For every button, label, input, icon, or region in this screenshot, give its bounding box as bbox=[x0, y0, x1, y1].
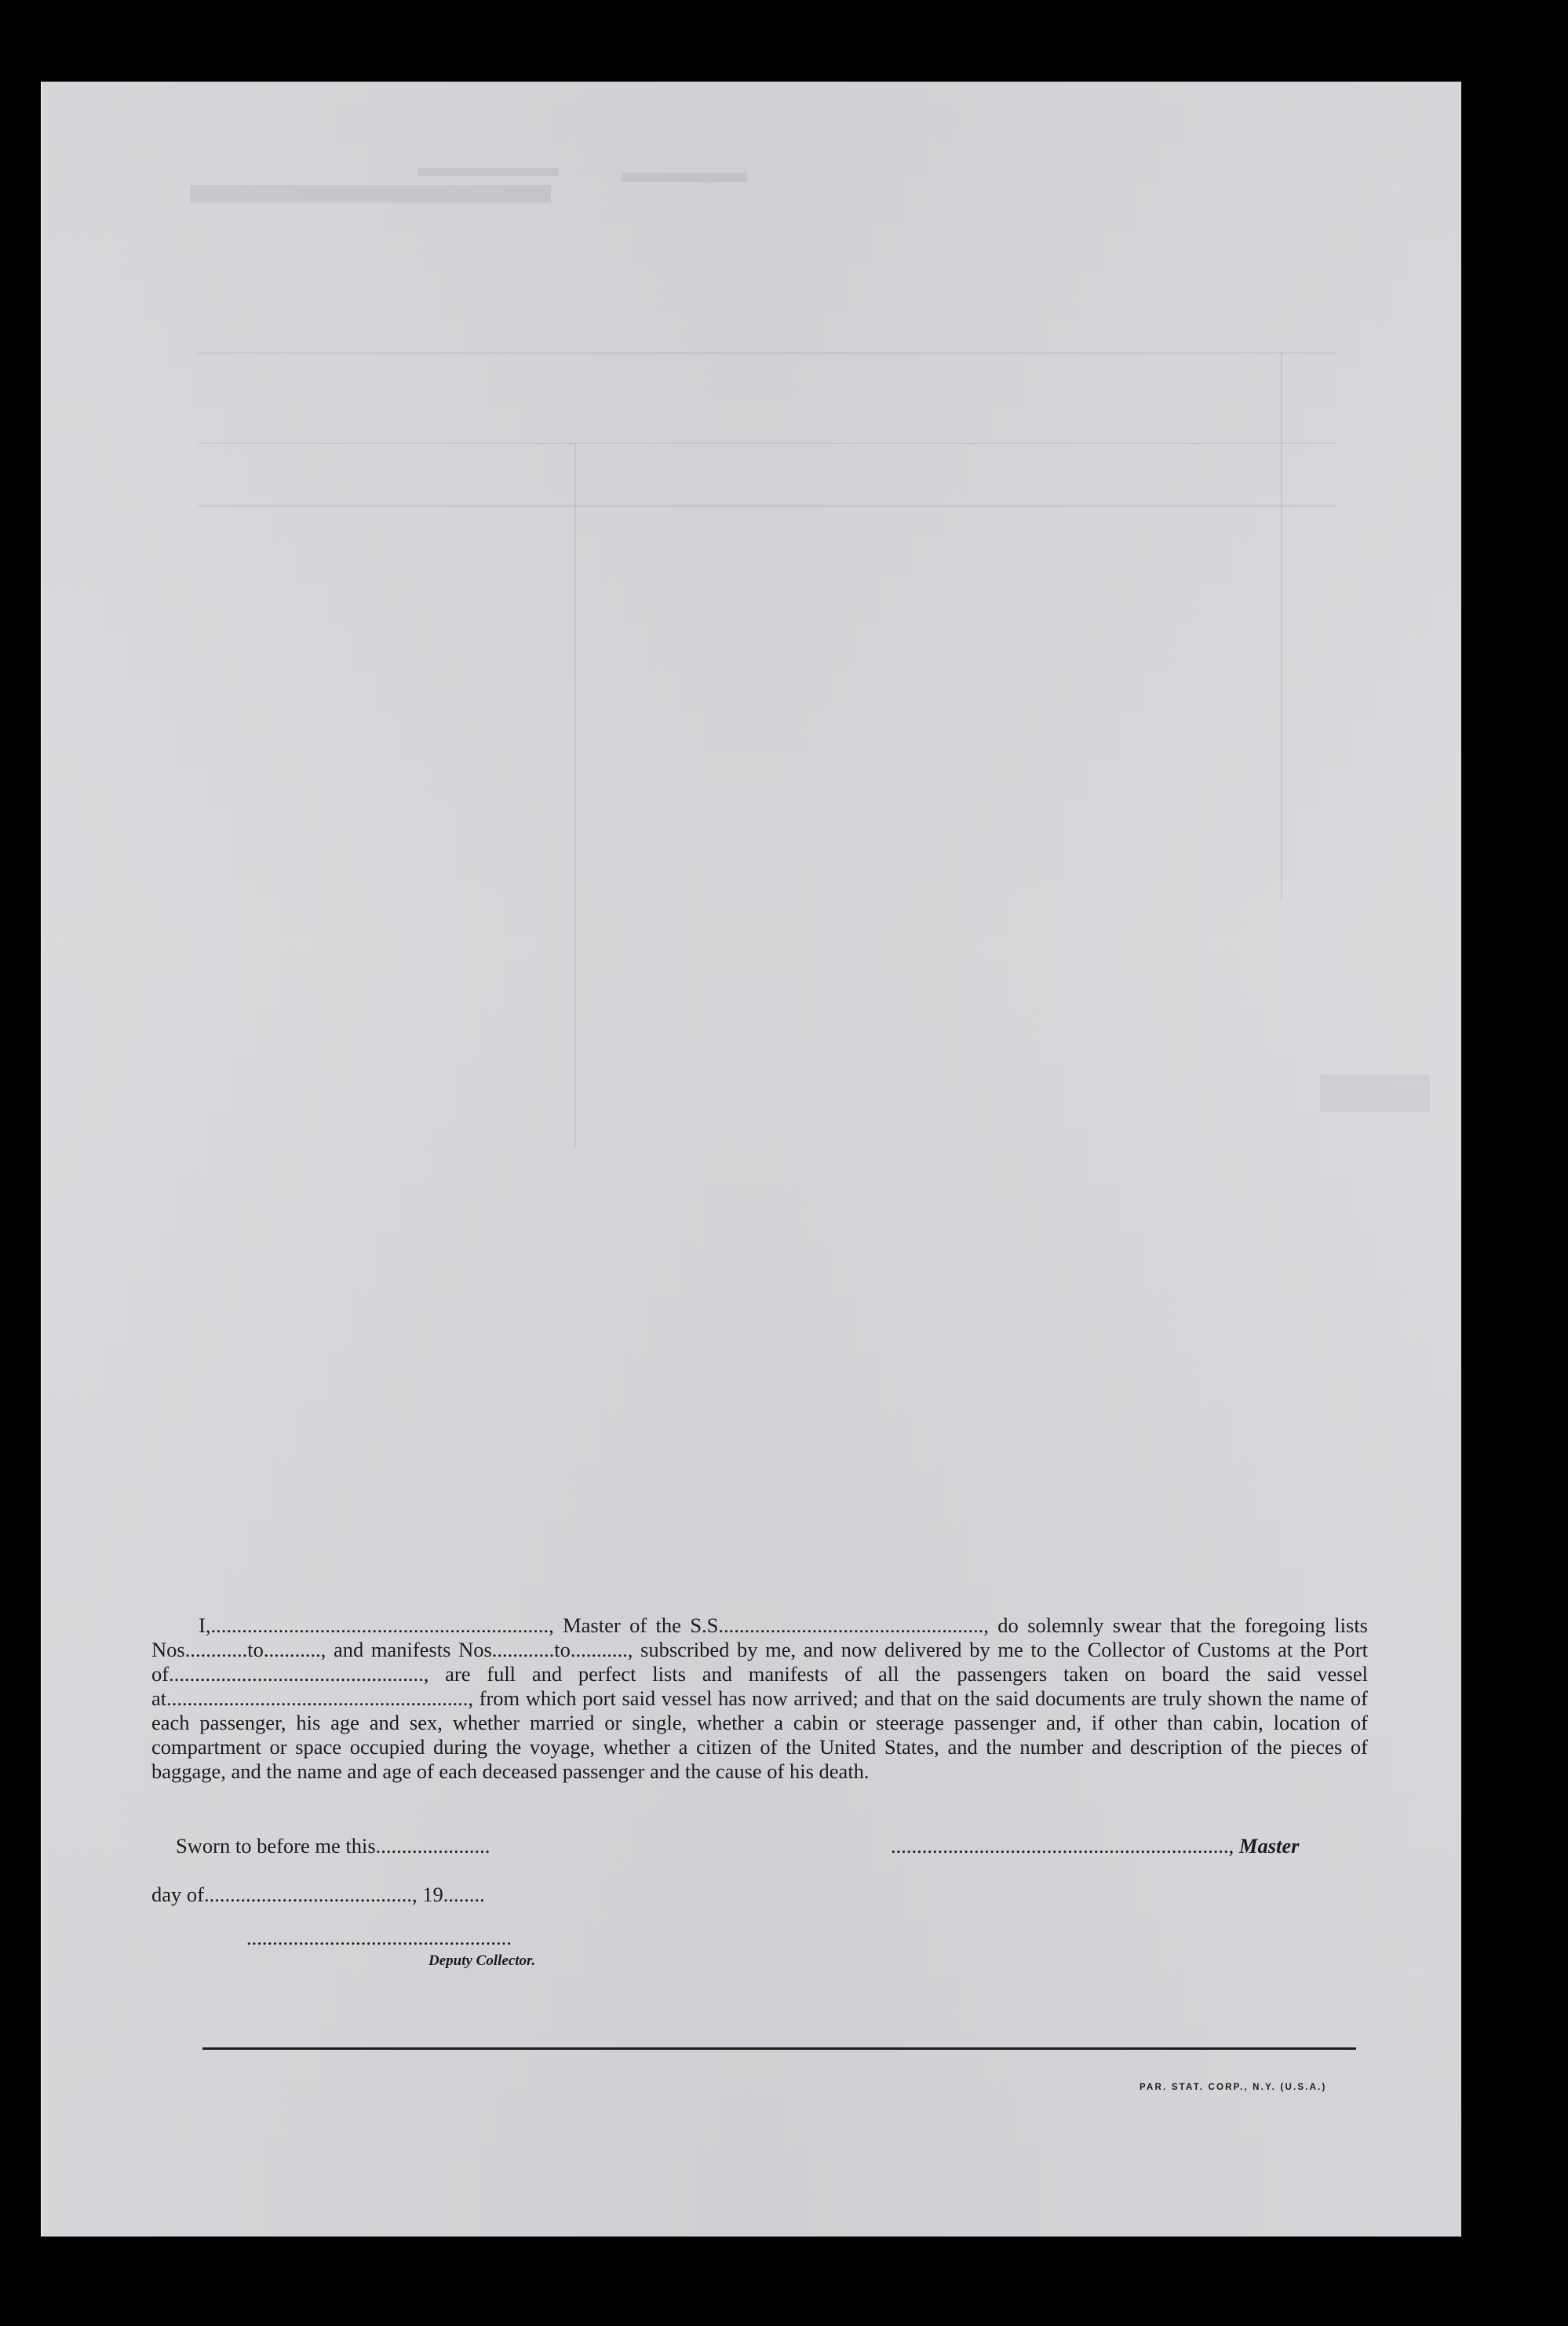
master-signature-dots: ................................................................., bbox=[891, 1834, 1234, 1858]
master-signature-line bbox=[891, 1834, 1299, 1858]
bleed-through-column bbox=[1281, 352, 1282, 902]
master-label: Master bbox=[1238, 1834, 1300, 1858]
bleed-through-stamp bbox=[1320, 1074, 1430, 1112]
manifest-back-page bbox=[41, 82, 1461, 2237]
bleed-through-rule bbox=[198, 443, 1336, 444]
master-oath bbox=[151, 1613, 1368, 1784]
footer-rule bbox=[202, 2047, 1356, 2050]
bleed-through-header-bar bbox=[190, 185, 551, 202]
oath-paragraph: I,................................................................., Master of the S.S..................................................., do solemnly swear that the foregoing lists Nos............to..........., and manifests Nos............to..........., subscribed by me, and now delivered by me to the Collector of Customs at the Port of................................................., are full and perfect lists and manifests of all the passengers taken on board the said vessel at.........................................................., from which port said vessel has now arrived; and that on the said documents are truly shown the name of each passenger, his age and sex, whether married or single, whether a cabin or steerage passenger and, if other than cabin, location of compartment or space occupied during the voyage, whether a citizen of the United States, and the number and description of the pieces of baggage, and the name and age of each deceased passenger and the cause of his death. bbox=[151, 1613, 1368, 1783]
bleed-through-header-bar bbox=[418, 168, 559, 176]
bleed-through-column bbox=[574, 443, 576, 1149]
date-line: day of........................................, 19........ bbox=[151, 1883, 485, 1906]
bleed-through-rule bbox=[198, 352, 1336, 354]
scan-speck bbox=[1336, 140, 1339, 142]
bleed-through-header-bar bbox=[622, 173, 747, 182]
sworn-before-line: Sworn to before me this...................... bbox=[176, 1834, 490, 1858]
deputy-collector-label: Deputy Collector. bbox=[428, 1952, 536, 1969]
scan-speck bbox=[1395, 184, 1398, 186]
scan-speck bbox=[1398, 981, 1400, 986]
bleed-through-rule bbox=[198, 505, 1336, 507]
deputy-collector-signature-line: ................................................... bbox=[246, 1926, 512, 1949]
printer-imprint: PAR. STAT. CORP., N.Y. (U.S.A.) bbox=[1140, 2083, 1327, 2092]
